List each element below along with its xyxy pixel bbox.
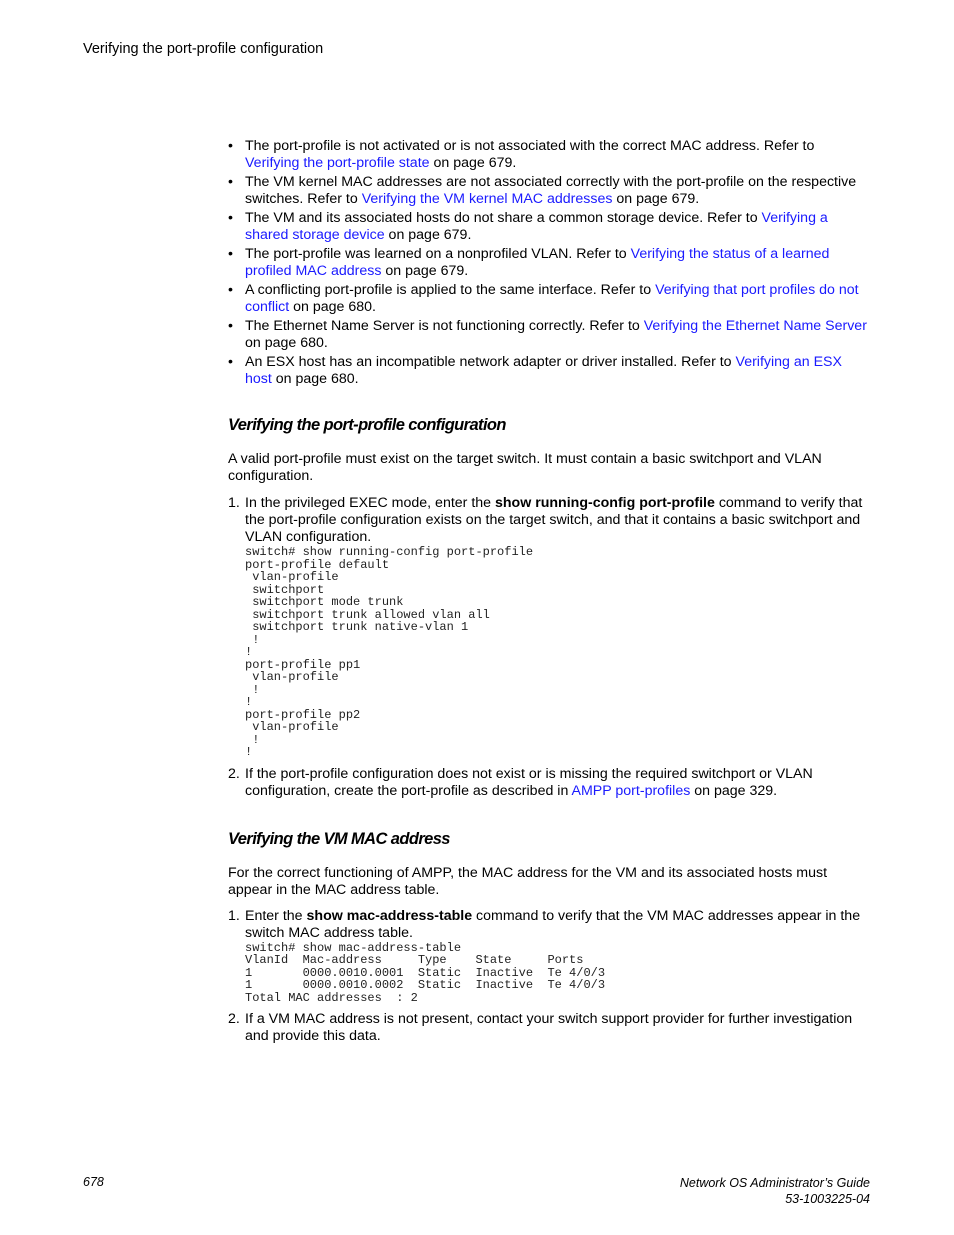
step-item: 1. In the privileged EXEC mode, enter the show running-config port-profile command to verify that the port-profile configuration exists on the target switch, and that it contains a basic switchport and VLAN configuration. switch# show running-config port-profile port-profile default vlan-profile switchport switchport mode trunk switchport trunk allowed vlan all switchport trunk native-vlan 1 ! ! port-profile pp1 vlan-profile ! ! port-profile pp2 vlan-profile ! ! [228, 495, 868, 759]
xref-link[interactable]: Verifying the port-profile state [245, 155, 430, 171]
section-intro: A valid port-profile must exist on the target switch. It must contain a basic switchport and VLAN configuration. [228, 451, 822, 484]
xref-link[interactable]: Verifying a shared storage device [245, 210, 828, 243]
list-item: • The port-profile was learned on a nonprofiled VLAN. Refer to Verifying the status of a learned profiled MAC address on page 679. [228, 246, 830, 279]
section-heading-vm-mac-address: Verifying the VM MAC address [228, 829, 450, 848]
step-item: 2. If the port-profile configuration does not exist or is missing the required switchport or VLAN configuration, create the port-profile as described in AMPP port-profiles on page 329. [228, 765, 813, 799]
section-intro: For the correct functioning of AMPP, the MAC address for the VM and its associated hosts must appear in the MAC address table. [228, 864, 828, 898]
xref-link[interactable]: Verifying an ESX host [245, 354, 842, 387]
step-item: 2. If a VM MAC address is not present, contact your switch support provider for further investigation and provide this data. [228, 1011, 853, 1044]
xref-link[interactable]: AMPP port-profiles [571, 782, 691, 799]
procedure-steps [228, 495, 868, 800]
xref-link[interactable]: Verifying the VM kernel MAC addresses [361, 191, 613, 207]
list-item: • An ESX host has an incompatible network adapter or driver installed. Refer to Verifying an ESX host on page 680. [228, 354, 842, 387]
xref-link[interactable]: Verifying that port profiles do not conflict [245, 282, 859, 315]
page-content [228, 138, 868, 1045]
procedure-steps [228, 908, 868, 1046]
command-name: show running-config port-profile [495, 495, 715, 511]
list-item: • The VM kernel MAC addresses are not associated correctly with the port-profile on the respective switches. Refer to Verifying the VM kernel MAC addresses on page 679. [228, 174, 857, 207]
xref-link[interactable]: Verifying the status of a learned profiled MAC address [245, 246, 830, 279]
command-name: show mac-address-table [306, 907, 473, 924]
cause-list [228, 138, 868, 388]
code-block: switch# show mac-address-table VlanId Mac-address Type State Ports 1 0000.0010.0001 Static Inactive Te 4/0/3 1 0000.0010.0002 Static Inactive Te 4/0/3 Total MAC addresses : 2 [245, 940, 606, 1005]
guide-title: Network OS Administrator’s Guide [679, 1176, 870, 1190]
code-block: switch# show running-config port-profile port-profile default vlan-profile switchport switchport mode trunk switchport trunk allowed vlan all switchport trunk native-vlan 1 ! ! port-profile pp1 vlan-profile ! ! port-profile pp2 vlan-profile ! ! [245, 545, 534, 759]
section-heading-port-profile-config: Verifying the port-profile configuration [228, 416, 506, 434]
running-header: Verifying the port-profile configuration [83, 41, 324, 57]
list-item: • The port-profile is not activated or is not associated with the correct MAC address. Refer to Verifying the port-profile state on page 679. [228, 138, 815, 171]
xref-link[interactable]: Verifying the Ethernet Name Server [643, 318, 867, 334]
footer-doc-info [680, 1175, 870, 1207]
step-item: 1. Enter the show mac-address-table command to verify that the VM MAC addresses appear in the switch MAC address table. switch# show mac-address-table VlanId Mac-address Type State Ports 1 0000.0010.0001 Static Inactive Te 4/0/3 1 0000.0010.0002 Static Inactive Te 4/0/3 Total MAC addresses : 2 [228, 908, 868, 1005]
list-item: • The VM and its associated hosts do not share a common storage device. Refer to Verifying a shared storage device on page 679. [228, 210, 828, 243]
list-item: • The Ethernet Name Server is not functioning correctly. Refer to Verifying the Ethernet Name Server on page 680. [228, 318, 867, 351]
page-number: 678 [83, 1175, 104, 1189]
doc-number: 53-1003225-04 [785, 1192, 870, 1206]
list-item: • A conflicting port-profile is applied to the same interface. Refer to Verifying that port profiles do not conflict on page 680. [228, 282, 859, 315]
